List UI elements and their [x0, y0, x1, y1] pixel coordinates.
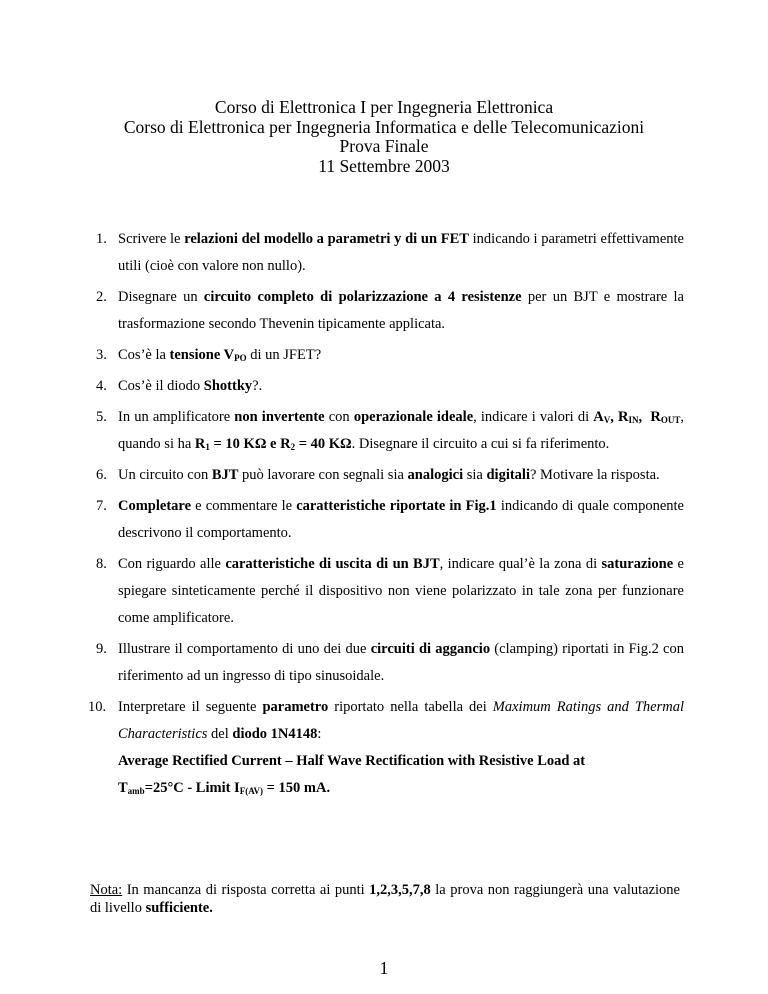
- page-number: 1: [379, 958, 389, 978]
- subscript: V: [603, 415, 611, 425]
- emphasis: saturazione: [601, 556, 674, 572]
- text: può lavorare con segnali sia: [238, 467, 408, 483]
- question-number: 4.: [96, 378, 107, 394]
- text: = 10 KΩ e R: [209, 436, 291, 452]
- emphasis: non invertente: [234, 409, 325, 425]
- document-header: [0, 98, 768, 176]
- question-number: 10.: [88, 699, 107, 715]
- text: = 40 KΩ: [295, 436, 352, 452]
- subscript: IN: [628, 415, 639, 425]
- text: ?.: [252, 378, 263, 394]
- emphasis: analogici: [407, 467, 464, 483]
- text: A: [593, 409, 604, 425]
- question-number: 1.: [96, 231, 107, 247]
- text: ,: [610, 409, 614, 425]
- text: , indicare i valori di: [473, 409, 594, 425]
- question-number: 2.: [96, 289, 107, 305]
- rating-line-1: Average Rectified Current – Half Wave Rectification with Resistive Load at: [118, 753, 586, 769]
- question-list: [88, 226, 685, 806]
- exam-date: 11 Settembre 2003: [318, 155, 450, 176]
- text: la prova non raggiungerà una valutazione di livello: [90, 882, 680, 916]
- text: , quando si ha: [118, 409, 685, 452]
- question-number: 6.: [96, 467, 107, 483]
- emphasis: circuiti di aggancio: [370, 641, 491, 657]
- italic-text: Maximum Ratings and Thermal Characteristics: [118, 699, 685, 742]
- emphasis: [195, 436, 352, 452]
- text: indicando di quale componente descrivono il comportamento.: [118, 498, 684, 541]
- emphasis: parametro: [262, 699, 329, 715]
- emphasis: [618, 409, 642, 425]
- emphasis: sufficiente.: [145, 900, 213, 916]
- text: e commentare le: [191, 498, 297, 514]
- emphasis: [593, 409, 614, 425]
- text: . Disegnare il circuito a cui si fa riferimento.: [351, 436, 610, 452]
- emphasis: [170, 347, 247, 363]
- text: Illustrare il comportamento di uno dei due: [118, 641, 371, 657]
- question-number: 8.: [96, 556, 107, 572]
- question-6: [96, 462, 684, 489]
- text: ? Motivare la risposta.: [530, 467, 660, 483]
- text: con: [324, 409, 354, 425]
- emphasis: digitali: [486, 467, 530, 483]
- question-number: 3.: [96, 347, 107, 363]
- emphasis: Shottky: [203, 378, 253, 394]
- course-title-2: Corso di Elettronica per Ingegneria Informatica e delle Telecomunicazioni: [123, 116, 645, 137]
- subscript: PO: [234, 353, 247, 363]
- subscript: amb: [127, 786, 145, 796]
- emphasis: operazionale ideale: [353, 409, 474, 425]
- text: In un amplificatore: [118, 409, 235, 425]
- text: per un BJT e mostrare la trasformazione secondo Thevenin tipicamente applicata.: [118, 289, 684, 332]
- question-2: [96, 284, 684, 338]
- text: T: [118, 780, 128, 796]
- text: Interpretare il seguente: [118, 699, 263, 715]
- text: =25°C - Limit I: [144, 780, 240, 796]
- question-1: [96, 226, 684, 280]
- question-4: [96, 373, 684, 400]
- text: indicando i parametri effettivamente utili (cioè con valore non nullo).: [118, 231, 684, 274]
- text: tensione V: [169, 347, 235, 363]
- text: Cos’è il diodo: [118, 378, 204, 394]
- text: Disegnare un: [118, 289, 204, 305]
- emphasis: [650, 409, 680, 425]
- question-number: 5.: [96, 409, 107, 425]
- emphasis: circuito completo di polarizzazione a 4 resistenze: [203, 289, 522, 305]
- text: del: [207, 726, 233, 742]
- emphasis: relazioni del modello a parametri y di un FET: [184, 231, 469, 247]
- text: riportato nella tabella dei: [328, 699, 493, 715]
- text: (clamping) riportati in Fig.2 con riferimento ad un ingresso di tipo sinusoidale.: [118, 641, 684, 684]
- rating-line-2: [118, 775, 684, 802]
- emphasis: caratteristiche riportate in Fig.1: [296, 498, 497, 514]
- exam-title: Prova Finale: [339, 136, 429, 156]
- text: In mancanza di risposta corretta ai punti: [122, 882, 370, 898]
- emphasis: diodo 1N4148: [232, 726, 318, 742]
- text: di un JFET?: [246, 347, 322, 363]
- text: = 150 mA.: [263, 780, 331, 796]
- question-3: [96, 342, 684, 369]
- question-7: [96, 493, 684, 547]
- subscript: F(AV): [239, 786, 264, 796]
- text: Un circuito con: [118, 467, 212, 483]
- text: :: [317, 726, 322, 742]
- question-8: [96, 551, 684, 632]
- text: e spiegare sinteticamente perché il dispositivo non viene polarizzato in tale zona per funzionare come amplificatore.: [118, 556, 684, 626]
- note-label: Nota:: [90, 882, 123, 898]
- text: R: [650, 409, 661, 425]
- subscript: OUT: [660, 415, 681, 425]
- text: Scrivere le: [118, 231, 185, 247]
- question-5: [96, 404, 685, 458]
- text: , indicare qual’è la zona di: [439, 556, 602, 572]
- emphasis: 1,2,3,5,7,8: [369, 882, 431, 898]
- text: Con riguardo alle: [118, 556, 226, 572]
- emphasis: caratteristiche di uscita di un BJT: [225, 556, 440, 572]
- question-9: [96, 636, 684, 690]
- text: ,: [638, 409, 643, 425]
- question-number: 9.: [96, 641, 107, 657]
- emphasis: Completare: [118, 498, 192, 514]
- footer-note: [90, 881, 680, 917]
- question-10: [88, 694, 685, 802]
- course-title-1: Corso di Elettronica I per Ingegneria Elettronica: [214, 97, 554, 117]
- text: R: [194, 436, 206, 452]
- text: R: [618, 409, 629, 425]
- subscript: 2: [290, 442, 296, 452]
- emphasis: BJT: [211, 467, 239, 483]
- text: Cos’è la: [118, 347, 170, 363]
- subscript: 1: [205, 442, 210, 452]
- text: sia: [463, 467, 487, 483]
- question-number: 7.: [96, 498, 107, 514]
